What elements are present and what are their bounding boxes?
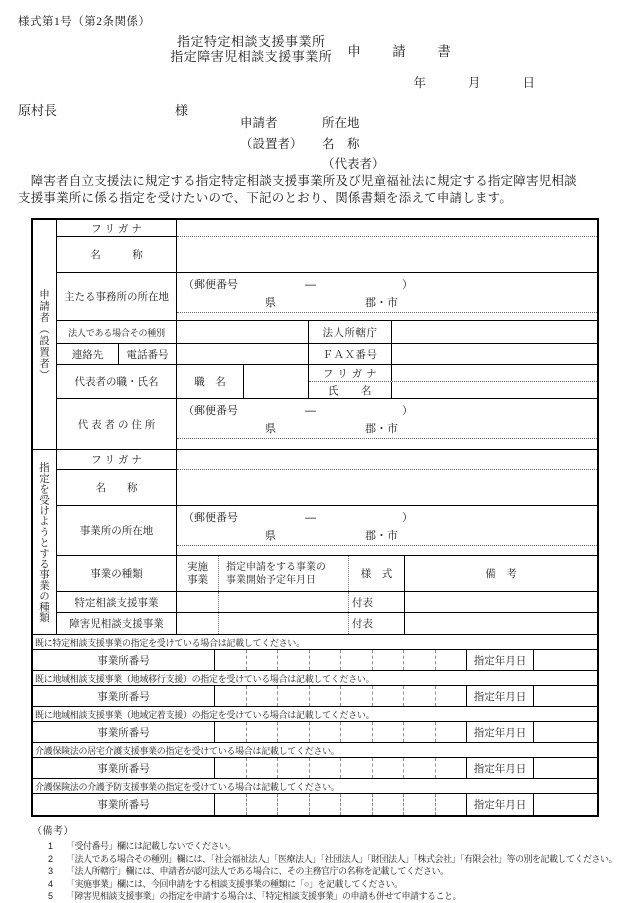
style-cell: 付表 — [349, 592, 405, 612]
office-number-label: 事業所番号 — [33, 794, 215, 815]
note-item — [32, 853, 617, 866]
office-number-label: 事業所番号 — [33, 758, 215, 778]
prefecture-line — [183, 420, 597, 436]
implemented-business-header: 実施 事業 — [177, 556, 219, 591]
form-number: 様式第1号（第2条関係） — [18, 16, 151, 28]
note-item — [32, 840, 617, 853]
statement-line1: 障害者自立支援法に規定する指定特定相談支援事業所及び児童福祉法に規定する指定障害児相談 — [18, 174, 577, 188]
corporation-authority-value-cell — [392, 321, 597, 343]
office-number-label: 事業所番号 — [33, 722, 215, 742]
job-title-label: 職 名 — [177, 365, 244, 398]
note-text: 「法人所轄庁」欄には、申請者が認可法人である場合に、その主務官庁の名称を記載してください。 — [66, 866, 449, 876]
applicant-vertical-label: 申請者（設置者） — [33, 220, 57, 449]
designation-date-label: 指定年月日 — [467, 686, 534, 706]
name-label: 名 称 — [57, 470, 177, 505]
registration-note: 既に地域相談支援事業（地域移行支援）の指定を受けている場合は記載してください。 — [33, 671, 597, 686]
prefecture-label: 県 — [265, 297, 276, 309]
postal-dash: ― — [305, 405, 316, 417]
designation-date-value-cell — [534, 686, 597, 706]
corporation-type-label: 法人である場合その種別 — [57, 321, 177, 343]
form-title — [0, 34, 630, 64]
name-value-cell — [177, 237, 597, 272]
style-header: 様 式 — [349, 556, 405, 591]
row-business-office-address — [57, 506, 597, 556]
row-business-name — [57, 470, 597, 506]
corporation-type-value-cell — [177, 321, 309, 343]
postal-open: （郵便番号 — [183, 512, 238, 524]
registration-number-row — [33, 758, 597, 779]
applicant-row-name — [240, 133, 385, 154]
note-item — [32, 878, 617, 891]
registration-note: 介護保険法の居宅介護支援事業の指定を受けている場合は記載してください。 — [33, 743, 597, 758]
note-text: 「法人である場合その種別」欄には、「社会福祉法人」「医療法人」「社団法人」「財団法人」「株式会社」「有限会社」等の別を記載してください。 — [66, 853, 618, 864]
postal-code-line — [183, 402, 597, 418]
main-office-address-label: 主たる事務所の所在地 — [57, 273, 177, 320]
remarks-title: （備考） — [32, 826, 74, 837]
note-number: 4 — [48, 878, 54, 889]
registration-note: 既に地域相談支援事業（地域定着支援）の指定を受けている場合は記載してください。 — [33, 707, 597, 722]
job-title-value-cell — [244, 365, 309, 398]
business-section — [33, 450, 597, 635]
office-number-digit-cells — [215, 794, 467, 815]
office-number-label: 事業所番号 — [33, 686, 215, 706]
note-text: 「実施事業」欄には、今回申請をする相談支援事業の種類に「○」を記載してください。 — [66, 878, 403, 889]
statement-line2: 支援事業所に係る指定を受けたいので、下記のとおり、関係書類を添えて申請します。 — [18, 191, 513, 205]
applicant-row-representative — [240, 153, 385, 174]
representative-furigana-value-cell — [392, 365, 597, 381]
representative-name-value-cell — [392, 382, 597, 398]
phone-value-cell — [177, 344, 309, 364]
row-business-furigana — [57, 450, 597, 470]
postal-dash: ― — [305, 512, 316, 524]
registration-number-row — [33, 650, 597, 671]
planned-start-date-header: 指定申請をする事業の 事業開始予定年月日 — [219, 556, 349, 591]
installer-label: （設置者） — [240, 136, 303, 151]
prefecture-label: 県 — [265, 530, 276, 542]
row-applicant-name — [57, 237, 597, 273]
postal-dash: ― — [305, 279, 316, 291]
office-number-digit-cells — [215, 722, 467, 742]
designation-date-label: 指定年月日 — [467, 650, 534, 670]
business-name-label: 障害児相談支援事業 — [57, 613, 177, 634]
prefecture-line — [183, 527, 597, 543]
postal-code-line — [183, 276, 597, 292]
planned-start-date-cell — [219, 592, 349, 612]
designation-date-label: 指定年月日 — [467, 722, 534, 742]
registration-number-row — [33, 722, 597, 743]
furigana-label: フ リ ガ ナ — [57, 220, 177, 237]
postal-code-line — [183, 509, 597, 525]
implemented-business-cell — [177, 613, 219, 634]
corporation-authority-label: 法人所轄庁 — [309, 321, 392, 343]
representative-name-label: 氏 名 — [309, 382, 392, 398]
registration-note: 介護保険法の介護予防支援事業の指定を受けている場合は記載してください。 — [33, 779, 597, 794]
postal-open: （郵便番号 — [183, 405, 238, 417]
note-item — [32, 890, 617, 903]
designation-date-value-cell — [534, 794, 597, 815]
designation-date-value-cell — [534, 722, 597, 742]
representative-address-cell — [177, 399, 597, 449]
registration-number-row — [33, 686, 597, 707]
phone-label: 電話番号 — [126, 348, 169, 361]
note-number: 5 — [48, 891, 54, 901]
business-office-address-label: 事業所の所在地 — [57, 506, 177, 555]
row-corporation-type — [57, 321, 597, 344]
applicant-signature-block — [240, 112, 385, 174]
row-business-child-consult — [57, 613, 597, 634]
applicant-label: 申請者 — [240, 116, 278, 131]
row-main-office-address — [57, 273, 597, 321]
note-text: 「障害児相談支援事業」の指定を申請する場合は、「特定相談支援事業」の申請も併せて申請すること。 — [66, 891, 462, 901]
fax-label: ＦＡＸ番号 — [309, 344, 392, 364]
designation-date-value-cell — [534, 758, 597, 778]
representative-title-name-label: 代表者の職・氏名 — [57, 365, 177, 398]
row-contact — [57, 344, 597, 365]
designation-date-label: 指定年月日 — [467, 794, 534, 815]
name-label: 名 称 — [57, 237, 177, 272]
business-vertical-label: 指定を受けようとする事業の種類 — [33, 450, 57, 634]
year-label: 年 — [413, 76, 426, 90]
furigana-value-cell — [177, 450, 597, 470]
form-title-line1: 指定特定相談支援事業所 — [176, 34, 326, 49]
form-title-lines — [170, 34, 332, 64]
postal-open: （郵便番号 — [183, 279, 238, 291]
office-number-digit-cells — [215, 686, 467, 706]
row-applicant-furigana — [57, 220, 597, 237]
designation-date-label: 指定年月日 — [467, 758, 534, 778]
row-business-specified-consult — [57, 592, 597, 613]
prefecture-label: 県 — [265, 423, 276, 435]
day-label: 日 — [522, 76, 535, 90]
district-label: 郡・市 — [365, 530, 398, 542]
furigana-label: フ リ ガ ナ — [57, 450, 177, 470]
month-label: 月 — [467, 76, 481, 90]
row-representative-title-name — [57, 365, 597, 399]
remarks-cell — [405, 592, 597, 612]
representative-field-label: （代表者） — [322, 157, 385, 172]
contact-label: 連絡先 — [57, 344, 119, 364]
row-business-type-header — [57, 556, 597, 592]
location-field-label: 所在地 — [322, 116, 360, 131]
representative-furigana-label: フ リ ガ ナ — [309, 365, 392, 381]
representative-name-subrow — [309, 382, 597, 398]
office-number-label: 事業所番号 — [33, 650, 215, 670]
note-number: 1 — [48, 841, 54, 851]
office-number-digit-cells — [215, 758, 467, 778]
form-title-suffix: 申 請 書 — [347, 44, 460, 59]
note-item — [32, 865, 617, 878]
business-type-label: 事業の種類 — [57, 556, 177, 591]
note-number: 3 — [48, 866, 54, 876]
main-office-address-cell — [177, 273, 597, 320]
name-value-cell — [177, 470, 597, 505]
applicant-row-location — [240, 112, 385, 133]
name-field-label: 名 称 — [322, 136, 360, 151]
registration-number-row — [33, 794, 597, 815]
addressee-name: 原村長 — [18, 103, 58, 118]
remarks-header: 備 考 — [485, 568, 517, 580]
representative-address-label: 代 表 者 の 住 所 — [57, 399, 177, 449]
representative-furigana-subrow — [309, 365, 597, 382]
applicant-section — [33, 220, 597, 450]
remarks-notes — [32, 822, 617, 903]
style-cell: 付表 — [349, 613, 405, 634]
fax-value-cell — [392, 344, 597, 364]
office-number-digit-cells — [215, 650, 467, 670]
postal-close: ） — [402, 512, 413, 524]
postal-close: ） — [402, 405, 413, 417]
business-office-address-cell — [177, 506, 597, 555]
date-line — [0, 73, 630, 91]
note-number: 2 — [48, 853, 54, 864]
furigana-value-cell — [177, 220, 597, 237]
planned-start-date-cell — [219, 613, 349, 634]
note-text: 「受付番号」欄には記載しないでください。 — [66, 841, 237, 851]
district-label: 郡・市 — [365, 423, 398, 435]
business-name-label: 特定相談支援事業 — [57, 592, 177, 612]
application-table — [31, 218, 599, 817]
district-label: 郡・市 — [365, 297, 398, 309]
prefecture-line — [183, 294, 597, 310]
form-title-line2: 指定障害児相談支援事業所 — [170, 49, 333, 64]
remarks-cell — [405, 613, 597, 634]
addressee-honorific: 様 — [175, 103, 189, 118]
row-representative-address — [57, 399, 597, 449]
implemented-business-cell — [177, 592, 219, 612]
registration-note: 既に特定相談支援事業の指定を受けている場合は記載してください。 — [33, 635, 597, 650]
application-statement — [18, 173, 618, 207]
designation-date-value-cell — [534, 650, 597, 670]
postal-close: ） — [402, 279, 413, 291]
